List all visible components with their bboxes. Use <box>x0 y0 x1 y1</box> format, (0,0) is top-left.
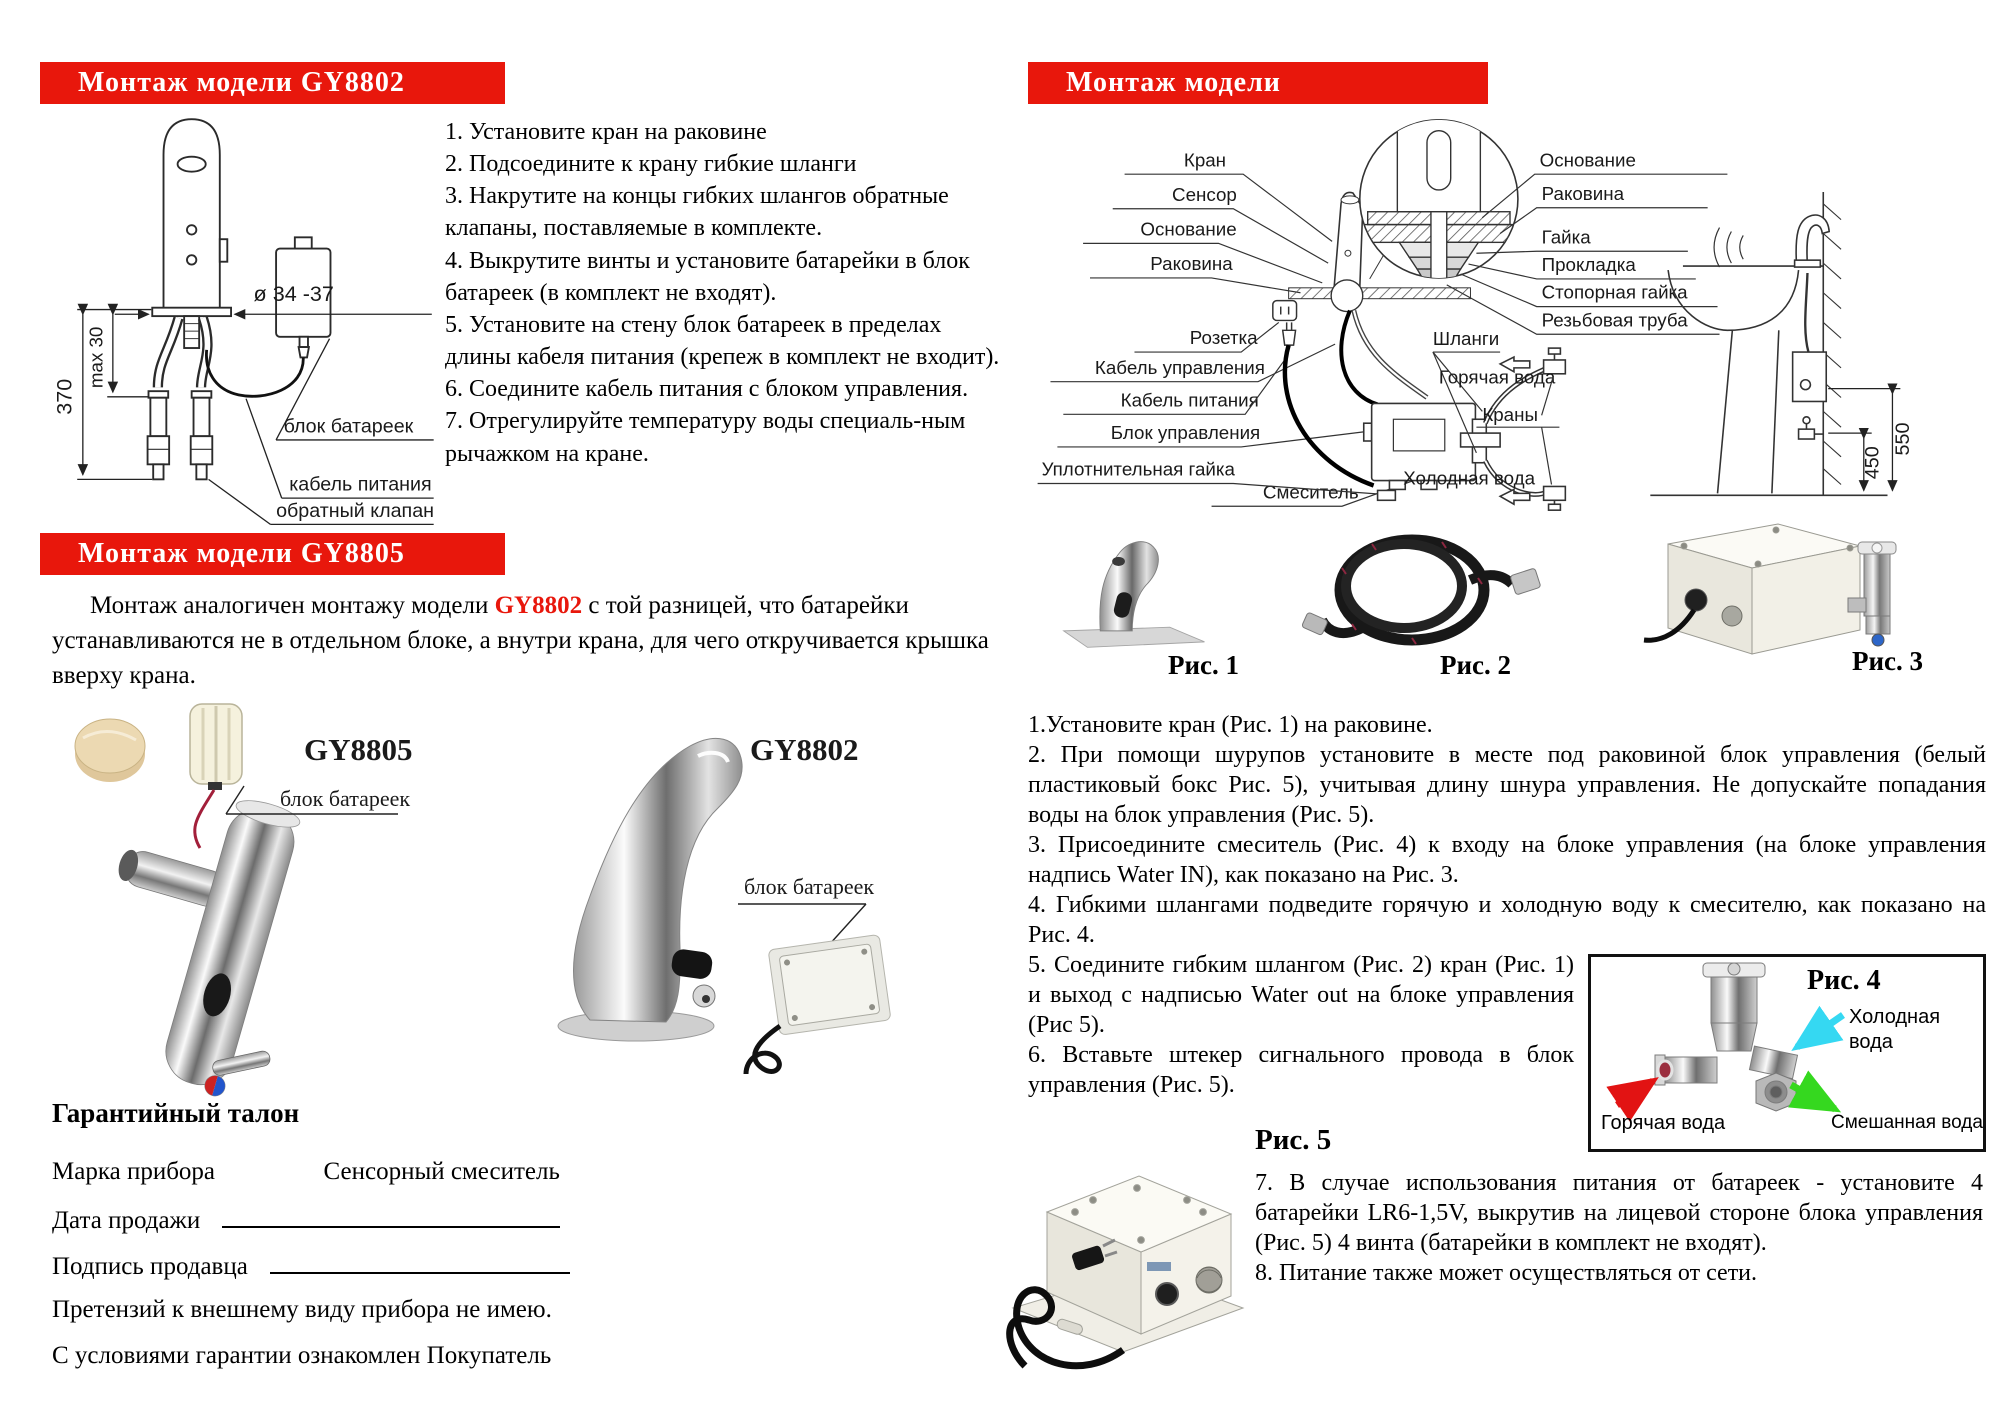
dimension-lines <box>77 310 432 480</box>
step-item: 1.Установите кран (Рис. 1) на раковине. <box>1028 712 1433 738</box>
section-header-gy8802-label: Монтаж модели GY8802 <box>78 67 405 98</box>
warranty-date-blank <box>222 1204 560 1228</box>
label-kabel-upravleniya: Кабель управления <box>1094 356 1265 378</box>
step-item: 7. Отрегулируйте температуру воды специаль-ным рычажком на кране. <box>445 408 966 467</box>
warranty-brand-row <box>52 1158 652 1186</box>
section-header-gy8802 <box>40 62 505 104</box>
fig3-caption: Рис. 3 <box>1852 646 1924 676</box>
note-text: Монтаж аналогичен монтажу модели <box>90 592 495 619</box>
warranty-date-label: Дата продажи <box>52 1207 201 1234</box>
mixer-valve <box>1655 963 1797 1111</box>
mixed-arrow <box>1791 1085 1835 1109</box>
warranty-claims-line: Претензий к внешнему виду прибора не имею. <box>52 1296 552 1323</box>
hose-fitting-right <box>1510 568 1541 595</box>
label-osnovanie-detail: Основание <box>1539 149 1636 171</box>
warranty-sign-blank <box>270 1250 570 1274</box>
check-valve-callout: обратный клапан <box>276 499 435 522</box>
fig1-photo <box>1035 523 1235 651</box>
note-model-ref: GY8802 <box>494 592 583 619</box>
fig4-cold-label: Холодная вода <box>1849 1006 1941 1053</box>
step-item: 6. Соедините кабель питания с блоком управления. <box>445 376 969 403</box>
install-steps <box>1028 710 1986 1158</box>
blue-indicator <box>1872 634 1884 646</box>
spout-outlet <box>1112 557 1125 566</box>
step-item: 5. Установите на стену блок батареек в пределах длины кабеля питания (крепеж в комплект не входит). <box>445 311 1000 371</box>
label-kabel-pitaniya: Кабель питания <box>1120 389 1259 411</box>
step-item: 6. Вставьте штекер сигнального провода в блок управления (Рис. 5). <box>1028 1042 1574 1098</box>
fig5-photo <box>975 1112 1265 1387</box>
fig3-photo <box>1628 512 1908 662</box>
warranty-brand-label: Марка прибора <box>52 1158 216 1185</box>
step-item: 8. Питание также может осуществляться от сети. <box>1255 1260 1758 1286</box>
model-label-gy8805: GY8805 <box>304 732 413 767</box>
label-uplotnitelnaya-gaika: Уплотнительная гайка <box>1041 458 1235 480</box>
power-cable <box>1285 345 1374 485</box>
fig2-photo <box>1292 528 1548 652</box>
label-rakovina: Раковина <box>1150 253 1233 275</box>
section-header-gy8805-label: Монтаж модели GY8805 <box>78 538 405 569</box>
battery-block-callout: блок батареек <box>283 415 414 438</box>
cold-arrow <box>1797 1015 1843 1047</box>
warranty-title: Гарантийный талон <box>52 1098 300 1128</box>
warranty-date-row <box>52 1204 560 1235</box>
faucet-drawing <box>152 119 231 348</box>
note-text: с той разницей, что батарейки устанавливаются не в отдельном блоке, а внутри крана, для чего откручивается крышка вверху крана. <box>52 592 989 689</box>
step-item: 4. Гибкими шлангами подведите горячую и холодную воду к смесителю, как показано на Рис. 4. <box>1028 892 1986 948</box>
fig1-caption: Рис. 1 <box>1168 650 1240 680</box>
label-kholodnaya: Холодная вода <box>1403 467 1536 489</box>
label-blok-upravleniya: Блок управления <box>1110 422 1261 444</box>
gy8805-photo <box>48 696 468 1104</box>
hose-line-inner <box>1354 311 1427 398</box>
coiled-hose <box>1322 540 1512 644</box>
fig4-mixed-label: Смешанная вода <box>1831 1112 1983 1133</box>
section-header-montazh <box>1028 62 1488 104</box>
hose-line <box>1354 311 1427 398</box>
label-gaika: Гайка <box>1541 226 1591 248</box>
threaded-port <box>1722 606 1742 626</box>
label-osnovanie: Основание <box>1140 218 1237 240</box>
faucet-body <box>1100 542 1159 631</box>
faucet-base-plate <box>1064 627 1205 647</box>
step-item: 4. Выкрутите винты и установите батарейки в блок батареек (в комплект не входят). <box>445 247 970 306</box>
scheme-labels-detail <box>1540 149 1689 330</box>
warranty-sign-row <box>52 1250 570 1281</box>
label-rakovina-detail: Раковина <box>1541 182 1625 204</box>
warranty-brand-value: Сенсорный смеситель <box>323 1158 560 1185</box>
battery-block-callout: блок батареек <box>744 874 875 899</box>
scheme-labels-left <box>1042 149 1359 502</box>
model-label-gy8802: GY8802 <box>750 732 859 767</box>
red-wire <box>195 790 214 848</box>
label-kran: Кран <box>1183 149 1227 171</box>
fig4-hot-label: Горячая вода <box>1601 1112 1726 1134</box>
threaded-connector <box>1196 1267 1222 1293</box>
faucet-body <box>558 738 742 1041</box>
connector-socket <box>1685 589 1707 611</box>
fig4-inset <box>1588 954 1986 1152</box>
gy8802-photo <box>528 696 1000 1104</box>
fig4-caption: Рис. 4 <box>1807 965 1881 996</box>
dim-max30-label: max 30 <box>85 326 107 389</box>
connector-socket <box>1156 1283 1178 1305</box>
section-header-montazh-label: Монтаж модели <box>1066 67 1281 98</box>
gy8805-note <box>52 588 1000 693</box>
power-steps <box>1255 1168 1983 1288</box>
install-scheme-diagram <box>1030 105 1990 525</box>
label-goryachaya: Горячая вода <box>1438 366 1556 388</box>
pedestal-sink <box>1650 192 1887 495</box>
label-rezbovaya-truba: Резьбовая труба <box>1541 309 1688 331</box>
hose-fitting-left <box>1301 612 1328 636</box>
warranty-sign-label: Подпись продавца <box>52 1253 248 1280</box>
control-box-photo <box>1013 1176 1243 1352</box>
dim-550-label: 550 <box>1892 422 1915 456</box>
step-item: 7. В случае использования питания от батареек - установите 4 батарейки LR6-1,5V, выкрутив на лицевой стороне блока управления (Рис. 5) 4 винта (батарейки в комплект не входят). <box>1255 1170 1983 1256</box>
step-item: 2. При помощи шурупов установите в месте под раковиной блок управления (белый пластиковый бокс Рис. 5), учитывая длину шнура управления. Не допускайте попадания воды на блок управления (Рис. 5). <box>1028 742 1986 828</box>
label-krany: Краны <box>1482 404 1538 426</box>
power-cable-callout: кабель питания <box>289 473 432 496</box>
label-rozetka: Розетка <box>1189 327 1258 349</box>
gy8802-install-diagram <box>46 106 448 530</box>
step-item: 5. Соедините гибким шлангом (Рис. 2) кран (Рис. 1) и выход с надписью Water out на блоке управления (Рис 5). <box>1028 952 1574 1038</box>
step-item: 3. Присоедините смеситель (Рис. 4) к входу на блоке управления (на блоке управления надпись Water IN), как показано на Рис. 3. <box>1028 832 1986 888</box>
label-stopornaya-gaika: Стопорная гайка <box>1541 281 1688 303</box>
label-shlangi: Шланги <box>1432 328 1500 350</box>
label-smesitel: Смеситель <box>1262 481 1359 503</box>
step-item: 2. Подсоедините к крану гибкие шланги <box>445 151 857 178</box>
warranty-agree-line: С условиями гарантии ознакомлен Покупатель <box>52 1342 552 1369</box>
dim-450-label: 450 <box>1861 446 1884 480</box>
power-cable-drawing <box>206 350 303 396</box>
hot-arrow <box>1617 1081 1653 1105</box>
cap-disc <box>75 719 145 782</box>
box-label <box>1147 1262 1171 1271</box>
dim-diameter-label: ø 34 -37 <box>253 281 334 307</box>
fig5-caption: Рис. 5 <box>1255 1124 1332 1156</box>
step-item: 3. Накрутите на концы гибких шлангов обратные клапаны, поставляемые в комплекте. <box>445 183 949 242</box>
label-prokladka: Прокладка <box>1541 254 1636 276</box>
gy8802-steps <box>445 116 1003 470</box>
battery-block-callout: блок батареек <box>280 786 411 811</box>
fig2-caption: Рис. 2 <box>1440 650 1512 680</box>
dim-370-label: 370 <box>51 378 77 415</box>
faucet-body <box>65 769 340 1104</box>
signal-cable <box>746 1026 780 1074</box>
mount-detail-circle <box>1354 115 1524 281</box>
hoses-drawing <box>148 318 213 479</box>
battery-box <box>768 934 891 1035</box>
label-sensor: Сенсор <box>1172 183 1237 205</box>
step-item: 1. Установите кран на раковине <box>445 119 767 145</box>
section-header-gy8805 <box>40 533 505 575</box>
socket-plug <box>1273 301 1297 345</box>
